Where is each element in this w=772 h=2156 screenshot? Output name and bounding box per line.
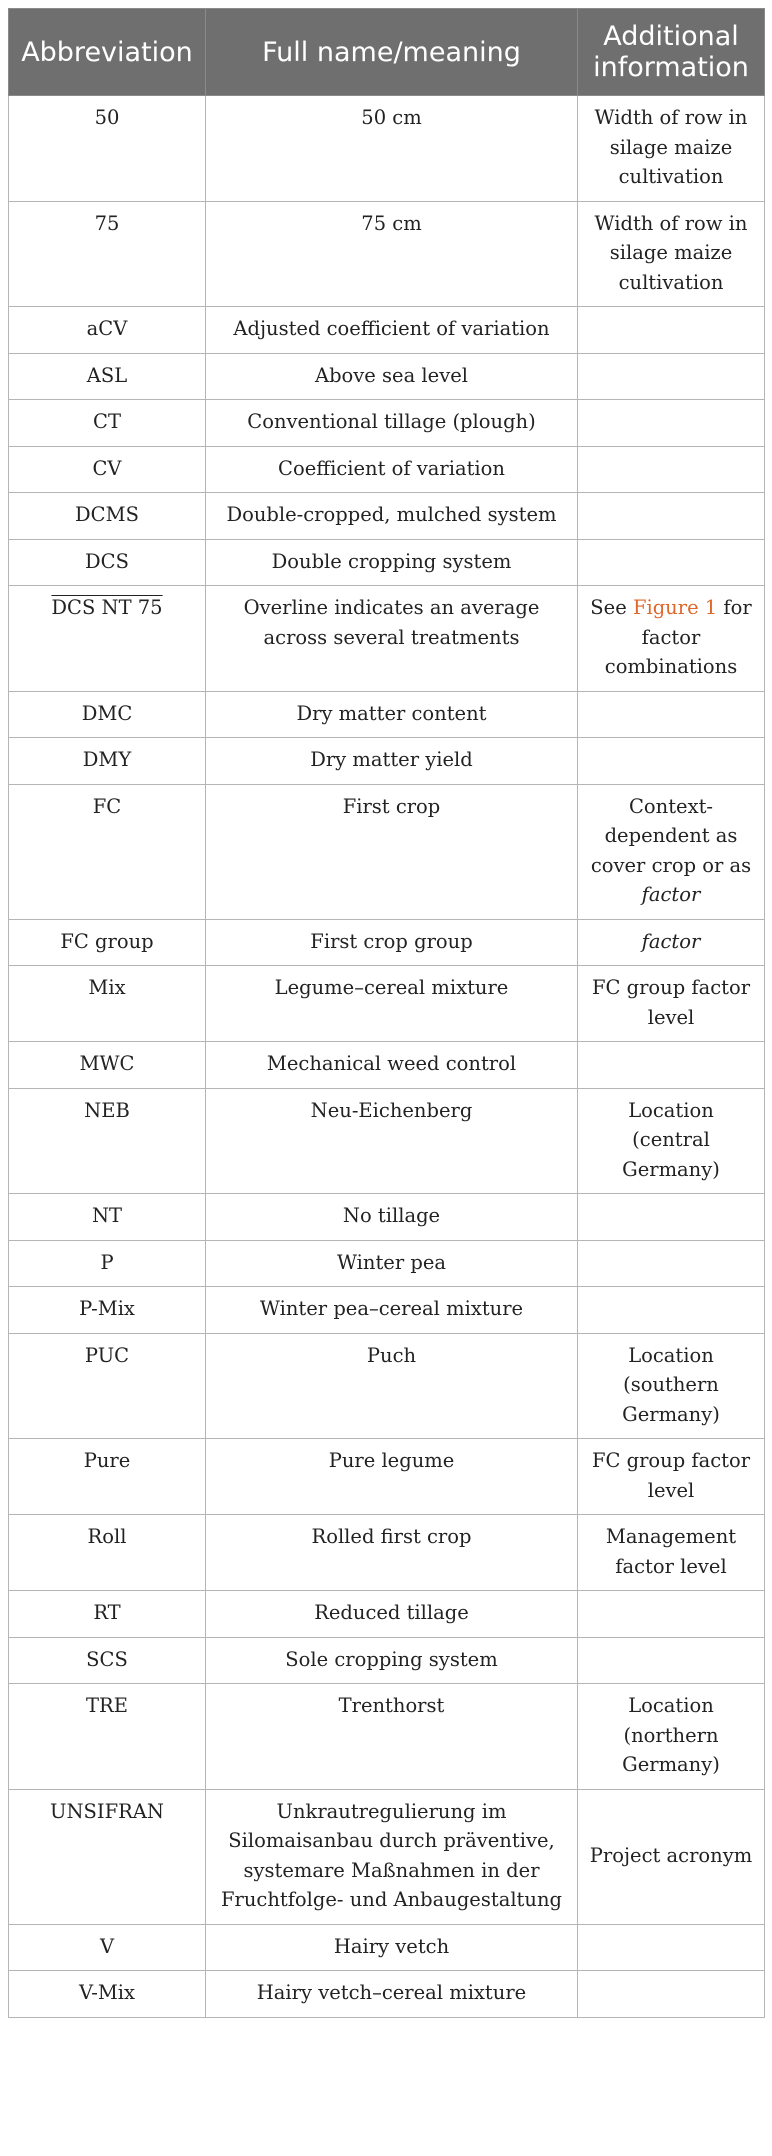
abbreviation-cell: aCV [9, 307, 206, 354]
full-name-cell: Neu-Eichenberg [206, 1088, 578, 1194]
abbreviation-cell: ASL [9, 353, 206, 400]
full-name-cell: Overline indicates an average across several treatments [206, 586, 578, 692]
full-name-cell: Hairy vetch [206, 1924, 578, 1971]
header-abbreviation: Abbreviation [9, 9, 206, 96]
info-cell [578, 307, 765, 354]
full-name-cell: Double-cropped, mulched system [206, 493, 578, 540]
abbreviation-cell: P-Mix [9, 1287, 206, 1334]
info-italic-text: factor [641, 929, 701, 953]
table-row [9, 1088, 765, 1194]
abbreviation-cell: DMC [9, 691, 206, 738]
full-name-cell: Legume–cereal mixture [206, 966, 578, 1042]
info-cell [578, 1591, 765, 1638]
abbreviation-cell: Mix [9, 966, 206, 1042]
abbreviation-cell: P [9, 1240, 206, 1287]
table-row [9, 400, 765, 447]
table-row [9, 784, 765, 919]
table-row [9, 1042, 765, 1089]
abbreviation-cell: CV [9, 446, 206, 493]
table-row [9, 1924, 765, 1971]
table-row [9, 493, 765, 540]
full-name-cell: Winter pea [206, 1240, 578, 1287]
table-row [9, 1591, 765, 1638]
header-row [9, 9, 765, 96]
abbreviation-cell: V-Mix [9, 1971, 206, 2018]
full-name-cell: Double cropping system [206, 539, 578, 586]
abbreviation-cell: MWC [9, 1042, 206, 1089]
full-name-cell: Hairy vetch–cereal mixture [206, 1971, 578, 2018]
info-cell [578, 400, 765, 447]
full-name-cell: Rolled first crop [206, 1515, 578, 1591]
info-text: See [590, 596, 633, 619]
table-body [9, 96, 765, 2018]
header-full-name: Full name/meaning [206, 9, 578, 96]
abbreviation-cell: Roll [9, 1515, 206, 1591]
info-text: for factor combinations [604, 596, 752, 678]
table-header [9, 9, 765, 96]
abbreviation-cell: PUC [9, 1333, 206, 1439]
abbreviation-cell: FC [9, 784, 206, 919]
info-cell [578, 1924, 765, 1971]
full-name-cell: First crop [206, 784, 578, 919]
full-name-cell: Pure legume [206, 1439, 578, 1515]
info-cell [578, 1637, 765, 1684]
table-row [9, 1287, 765, 1334]
info-cell [578, 493, 765, 540]
abbreviation-cell: DMY [9, 738, 206, 785]
full-name-cell: No tillage [206, 1194, 578, 1241]
table-row [9, 966, 765, 1042]
abbreviation-cell: NT [9, 1194, 206, 1241]
table-row [9, 96, 765, 202]
table-row [9, 1515, 765, 1591]
abbreviation-cell: NEB [9, 1088, 206, 1194]
table-row [9, 201, 765, 307]
table-row [9, 1439, 765, 1515]
info-cell [578, 539, 765, 586]
abbreviation-cell: DCS [9, 539, 206, 586]
abbreviation-cell: TRE [9, 1684, 206, 1790]
full-name-cell: Winter pea–cereal mixture [206, 1287, 578, 1334]
abbreviation-cell: 75 [9, 201, 206, 307]
info-cell [578, 446, 765, 493]
table-row [9, 353, 765, 400]
full-name-cell: Above sea level [206, 353, 578, 400]
abbreviation-cell: FC group [9, 919, 206, 966]
info-cell: Location (central Germany) [578, 1088, 765, 1194]
header-additional-information: Additional information [578, 9, 765, 96]
abbreviation-cell: Pure [9, 1439, 206, 1515]
info-cell: Location (southern Germany) [578, 1333, 765, 1439]
full-name-cell: Mechanical weed control [206, 1042, 578, 1089]
table-row [9, 1194, 765, 1241]
info-cell [578, 586, 765, 692]
info-cell [578, 1287, 765, 1334]
table-row [9, 1637, 765, 1684]
table-row [9, 586, 765, 692]
abbreviation-cell: 50 [9, 96, 206, 202]
full-name-cell: 50 cm [206, 96, 578, 202]
table-row [9, 1971, 765, 2018]
abbreviations-table [8, 8, 765, 2018]
full-name-cell: Sole cropping system [206, 1637, 578, 1684]
abbreviation-cell: DCMS [9, 493, 206, 540]
abbreviations-table-container [8, 8, 764, 2018]
full-name-cell: 75 cm [206, 201, 578, 307]
full-name-cell: Adjusted coefficient of variation [206, 307, 578, 354]
info-cell [578, 353, 765, 400]
full-name-cell: Coefficient of variation [206, 446, 578, 493]
abbreviation-cell: V [9, 1924, 206, 1971]
table-row [9, 691, 765, 738]
info-cell: Width of row in silage maize cultivation [578, 201, 765, 307]
info-cell [578, 1042, 765, 1089]
full-name-cell: Dry matter content [206, 691, 578, 738]
info-cell: FC group factor level [578, 966, 765, 1042]
info-cell [578, 1971, 765, 2018]
full-name-cell: Unkrautregulierung im Silomaisanbau durch präventive, systemare Maßnahmen in der Fruchtfolge- und Anbaugestaltung [206, 1789, 578, 1924]
info-cell: Management factor level [578, 1515, 765, 1591]
info-cell [578, 1240, 765, 1287]
table-row [9, 919, 765, 966]
full-name-cell: Puch [206, 1333, 578, 1439]
info-cell [578, 919, 765, 966]
full-name-cell: Reduced tillage [206, 1591, 578, 1638]
info-italic-text: factor [641, 883, 701, 906]
full-name-cell: Dry matter yield [206, 738, 578, 785]
table-row [9, 539, 765, 586]
figure-link[interactable]: Figure 1 [632, 596, 718, 619]
table-row [9, 738, 765, 785]
table-row [9, 1684, 765, 1790]
info-cell: Project acronym [578, 1789, 765, 1924]
abbreviation-cell: UNSIFRAN [9, 1789, 206, 1924]
info-cell [578, 784, 765, 919]
info-cell: FC group factor level [578, 1439, 765, 1515]
info-cell [578, 738, 765, 785]
info-text: Context-dependent as cover crop or as [590, 794, 752, 877]
info-cell [578, 691, 765, 738]
full-name-cell: Conventional tillage (plough) [206, 400, 578, 447]
table-row [9, 1240, 765, 1287]
info-cell [578, 1194, 765, 1241]
full-name-cell: First crop group [206, 919, 578, 966]
overlined-abbreviation: DCS NT 75 [51, 596, 163, 619]
table-row [9, 446, 765, 493]
info-cell: Location (northern Germany) [578, 1684, 765, 1790]
table-row [9, 1789, 765, 1924]
abbreviation-cell: RT [9, 1591, 206, 1638]
table-row [9, 307, 765, 354]
full-name-cell: Trenthorst [206, 1684, 578, 1790]
abbreviation-cell: CT [9, 400, 206, 447]
table-row [9, 1333, 765, 1439]
info-cell: Width of row in silage maize cultivation [578, 96, 765, 202]
abbreviation-cell [9, 586, 206, 692]
abbreviation-cell: SCS [9, 1637, 206, 1684]
